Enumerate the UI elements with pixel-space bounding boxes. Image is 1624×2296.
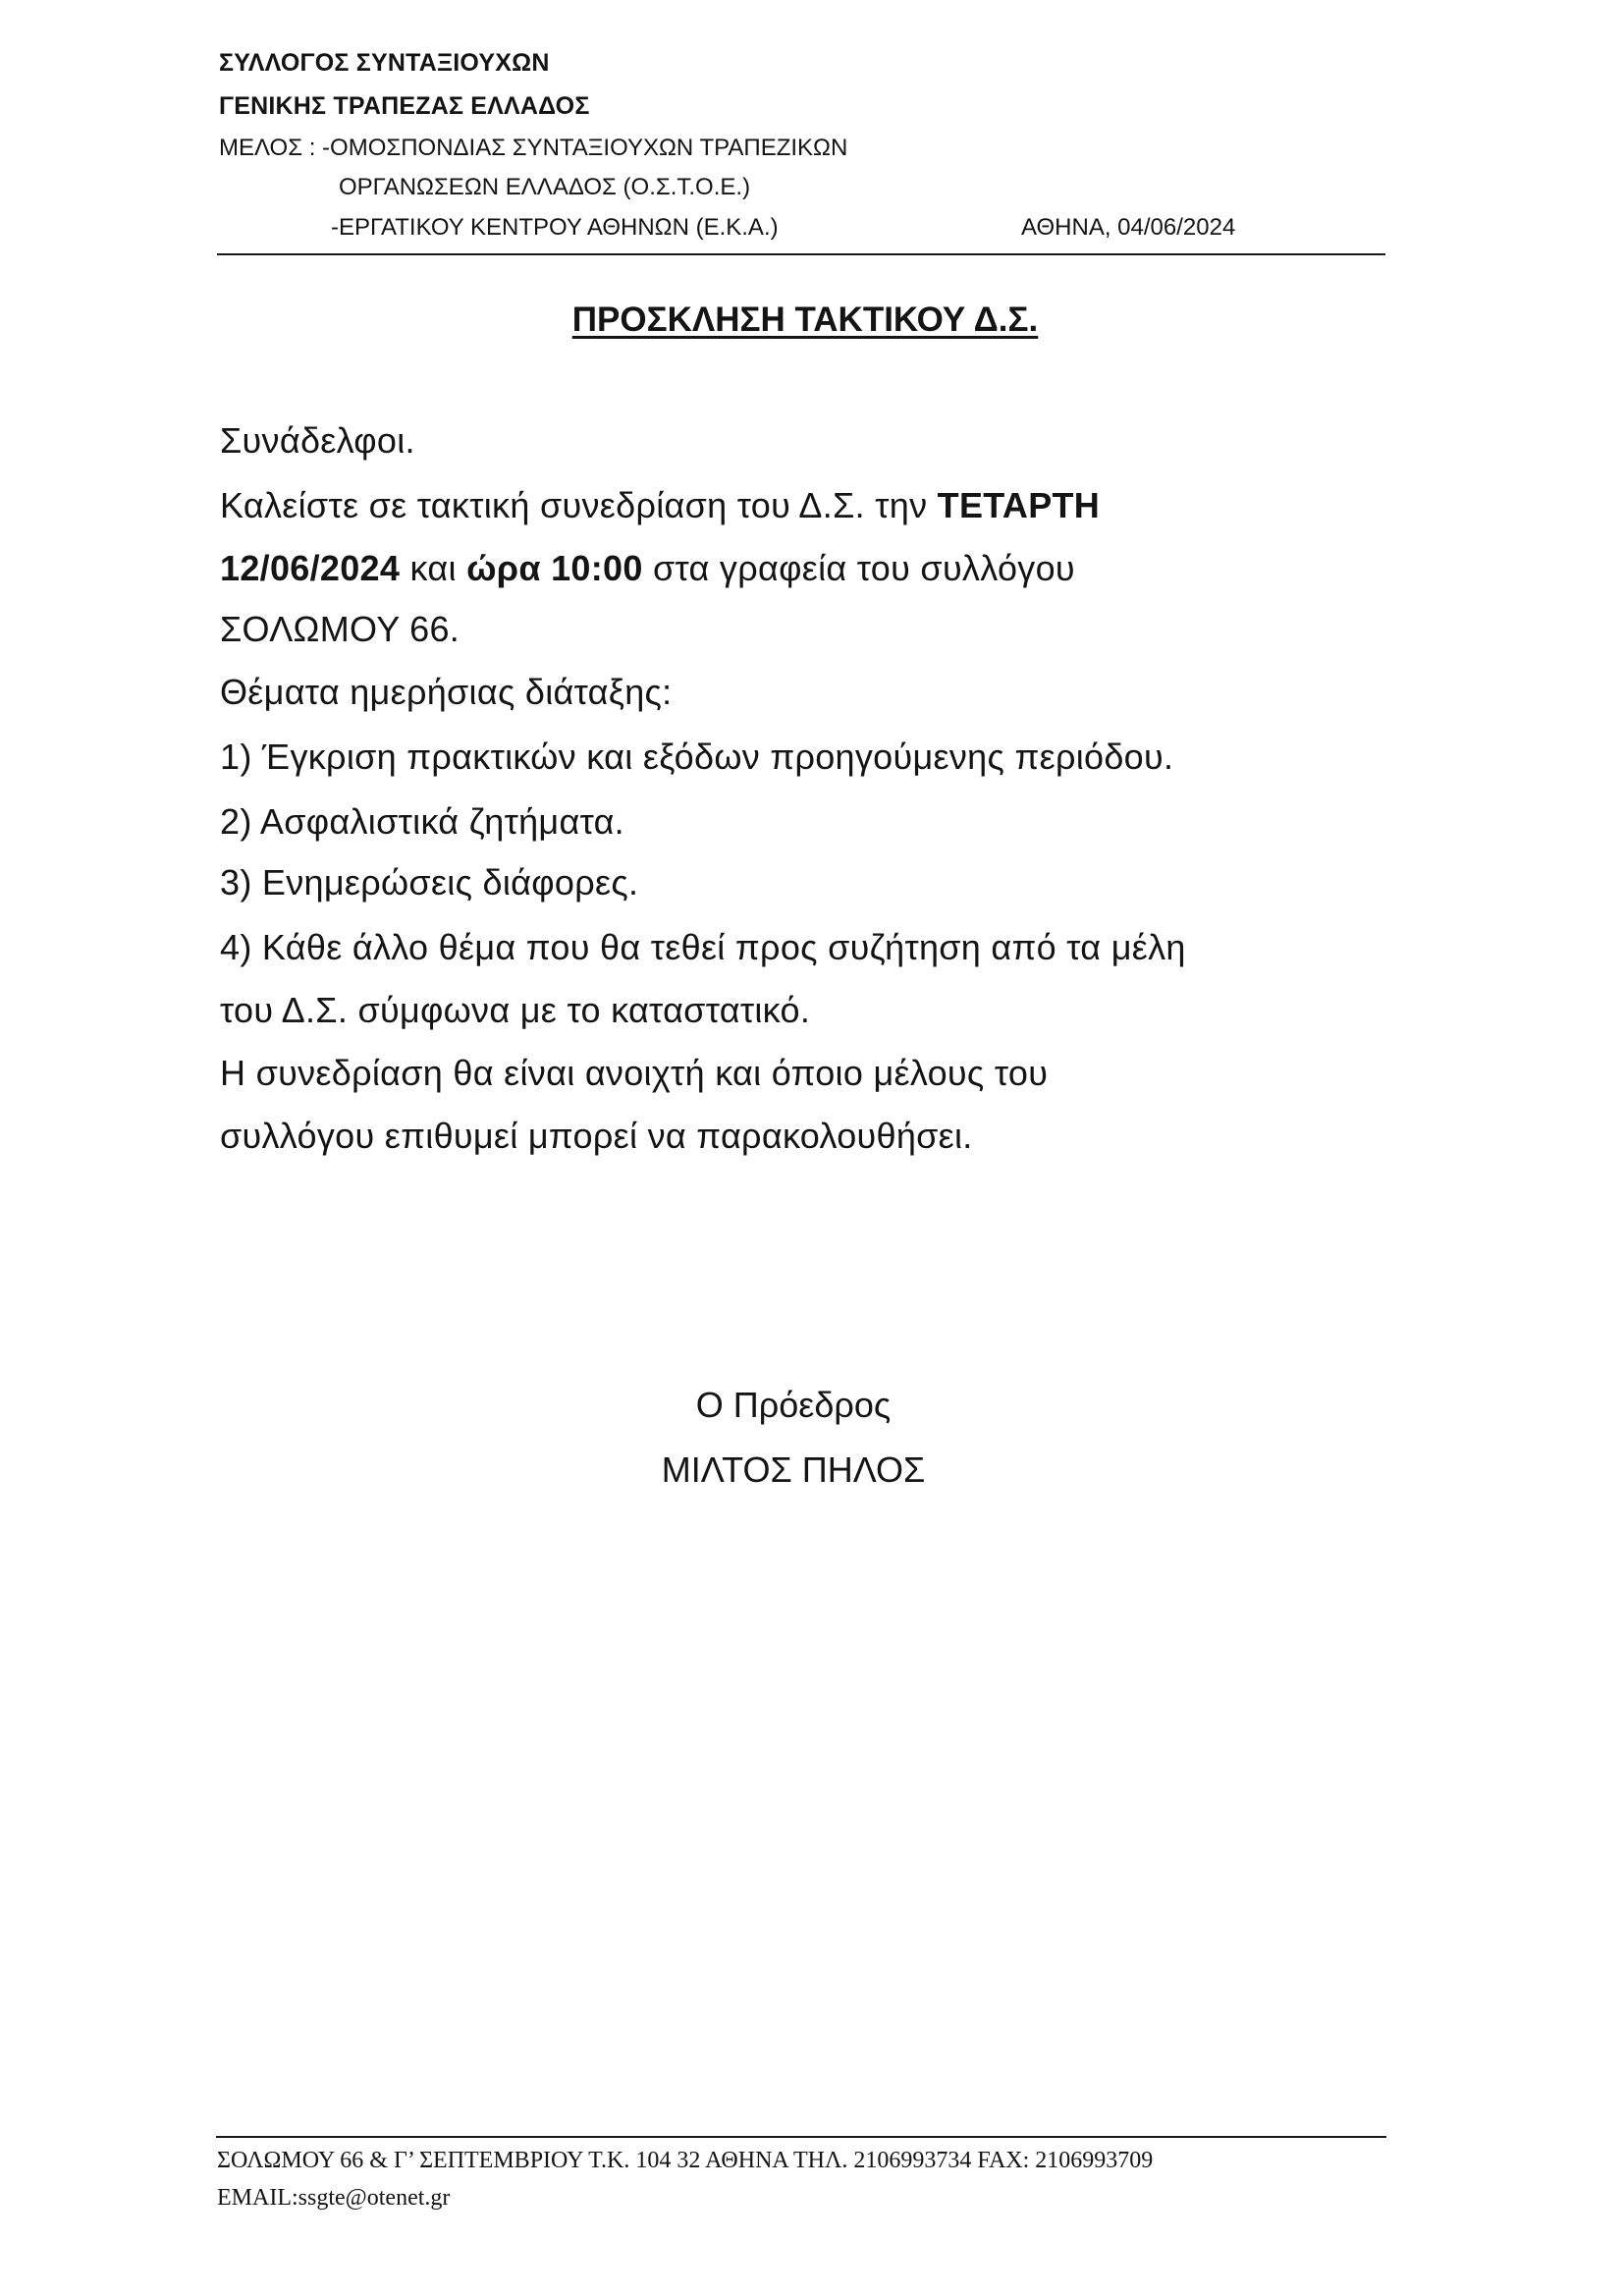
invitation-line1: [220, 485, 1100, 526]
agenda-heading: Θέματα ημερήσιας διάταξης:: [220, 672, 673, 712]
greeting: Συνάδελφοι.: [220, 420, 415, 461]
invitation-text: Καλείστε σε τακτική συνεδρίαση του Δ.Σ. την: [220, 485, 938, 525]
footer-address: ΣΟΛΩΜΟΥ 66 & Γ’ ΣΕΠΤΕΜΒΡΙΟΥ Τ.Κ. 104 32 ΑΘΗΝΑ ΤΗΛ. 2106993734 FAX: 2106993709: [217, 2148, 1154, 2173]
meeting-day: ΤΕΤΑΡΤΗ: [937, 485, 1101, 525]
meeting-time: ώρα 10:00: [466, 548, 643, 588]
meeting-date: 12/06/2024: [220, 548, 401, 588]
meeting-address: ΣΟΛΩΜΟΥ 66.: [220, 609, 460, 649]
agenda-item-4-line1: 4) Κάθε άλλο θέμα που θα τεθεί προς συζήτηση από τα μέλη: [220, 927, 1186, 967]
invitation-line2: [220, 548, 1075, 589]
footer-email: EMAIL:ssgte@otenet.gr: [217, 2185, 451, 2211]
organization-name-line1: ΣΥΛΛΟΓΟΣ ΣΥΝΤΑΞΙΟΥΧΩΝ: [219, 49, 550, 77]
footer-divider: [216, 2136, 1386, 2138]
closing-line1: Η συνεδρίαση θα είναι ανοιχτή και όποιο μέλους του: [220, 1053, 1049, 1093]
closing-line2: συλλόγου επιθυμεί μπορεί να παρακολουθήσει.: [220, 1116, 973, 1156]
membership-line2: ΟΡΓΑΝΩΣΕΩΝ ΕΛΛΑΔΟΣ (Ο.Σ.Τ.Ο.Ε.): [339, 174, 751, 200]
organization-name-line2: ΓΕΝΙΚΗΣ ΤΡΑΠΕΖΑΣ ΕΛΛΑΔΟΣ: [219, 92, 590, 120]
agenda-item-1: 1) Έγκριση πρακτικών και εξόδων προηγούμενης περιόδου.: [220, 737, 1174, 777]
header-divider: [217, 253, 1385, 255]
invitation-place: στα γραφεία του συλλόγου: [642, 548, 1075, 588]
document-title: ΠΡΟΣΚΛΗΣΗ ΤΑΚΤΙΚΟΥ Δ.Σ.: [571, 301, 1039, 339]
signature-role: Ο Πρόεδρος: [695, 1385, 892, 1425]
signature-name: ΜΙΛΤΟΣ ΠΗΛΟΣ: [661, 1449, 926, 1490]
agenda-item-4-line2: του Δ.Σ. σύμφωνα με το καταστατικό.: [220, 990, 811, 1030]
agenda-item-2: 2) Ασφαλιστικά ζητήματα.: [220, 801, 624, 842]
agenda-item-3: 3) Ενημερώσεις διάφορες.: [220, 862, 639, 902]
membership-line3: -ΕΡΓΑΤΙΚΟΥ ΚΕΝΤΡΟΥ ΑΘΗΝΩΝ (Ε.Κ.Α.): [331, 214, 779, 241]
place-and-date: ΑΘΗΝΑ, 04/06/2024: [1021, 214, 1236, 241]
invitation-and: και: [400, 548, 467, 588]
membership-line1: ΜΕΛΟΣ : -ΟΜΟΣΠΟΝΔΙΑΣ ΣΥΝΤΑΞΙΟΥΧΩΝ ΤΡΑΠΕΖΙΚΩΝ: [219, 135, 848, 161]
